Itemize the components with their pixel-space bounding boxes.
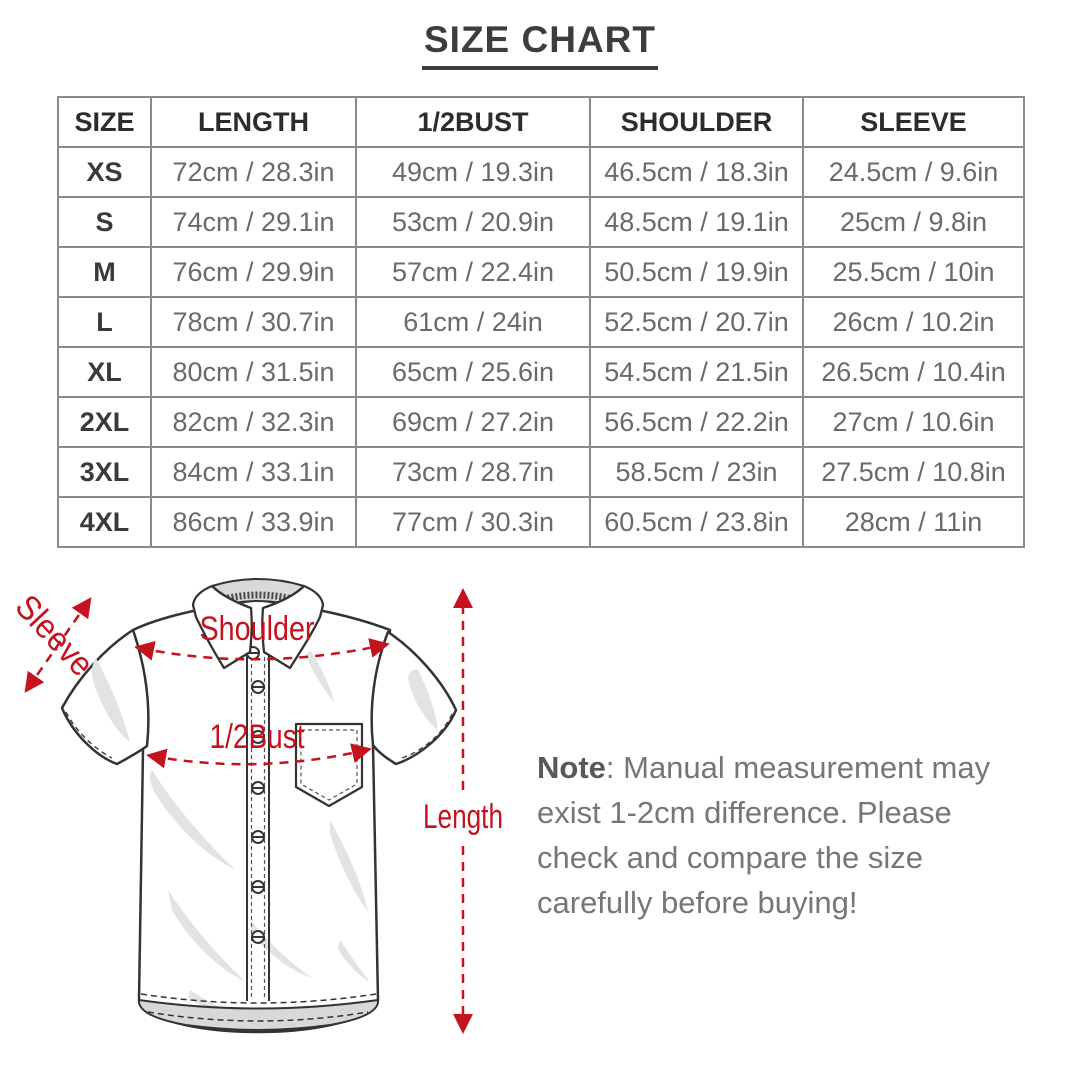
note-text: [537, 745, 1037, 925]
table-row-m: [58, 247, 1024, 297]
chest-pocket: [296, 724, 362, 806]
measurement-cell: 69cm / 27.2in: [356, 397, 590, 447]
size-cell: XL: [58, 347, 151, 397]
note-body: : Manual measurement may exist 1-2cm difference. Please check and compare the size carefully before buying!: [537, 750, 991, 920]
measurement-cell: 74cm / 29.1in: [151, 197, 356, 247]
table-row-xl: [58, 347, 1024, 397]
page-title: SIZE CHART: [422, 20, 658, 70]
size-cell: 3XL: [58, 447, 151, 497]
measurement-cell: 73cm / 28.7in: [356, 447, 590, 497]
measurement-cell: 48.5cm / 19.1in: [590, 197, 803, 247]
measurement-cell: 54.5cm / 21.5in: [590, 347, 803, 397]
column-header-sleeve: SLEEVE: [803, 97, 1024, 147]
size-cell: L: [58, 297, 151, 347]
note-label: Note: [537, 750, 606, 785]
table-row-l: [58, 297, 1024, 347]
column-header-size: SIZE: [58, 97, 151, 147]
measurement-cell: 56.5cm / 22.2in: [590, 397, 803, 447]
measurement-cell: 49cm / 19.3in: [356, 147, 590, 197]
column-header-shoulder: SHOULDER: [590, 97, 803, 147]
table-row-xs: [58, 147, 1024, 197]
column-header-length: LENGTH: [151, 97, 356, 147]
measurement-cell: 50.5cm / 19.9in: [590, 247, 803, 297]
measurement-cell: 25.5cm / 10in: [803, 247, 1024, 297]
size-cell: M: [58, 247, 151, 297]
measurement-cell: 46.5cm / 18.3in: [590, 147, 803, 197]
measurement-cell: 61cm / 24in: [356, 297, 590, 347]
measurement-cell: 60.5cm / 23.8in: [590, 497, 803, 547]
measurement-cell: 72cm / 28.3in: [151, 147, 356, 197]
measurement-cell: 28cm / 11in: [803, 497, 1024, 547]
measurement-cell: 53cm / 20.9in: [356, 197, 590, 247]
shirt-measurement-diagram: [0, 560, 540, 1080]
column-header-1-2bust: 1/2BUST: [356, 97, 590, 147]
size-cell: 4XL: [58, 497, 151, 547]
table-row-3xl: [58, 447, 1024, 497]
measurement-cell: 76cm / 29.9in: [151, 247, 356, 297]
measurement-cell: 84cm / 33.1in: [151, 447, 356, 497]
table-row-4xl: [58, 497, 1024, 547]
title-wrap: [0, 20, 1080, 70]
right-sleeve: [372, 632, 456, 764]
measurement-cell: 27cm / 10.6in: [803, 397, 1024, 447]
bust-label: 1/2Bust: [209, 718, 305, 756]
size-chart-table: [57, 96, 1025, 548]
size-cell: S: [58, 197, 151, 247]
measurement-cell: 52.5cm / 20.7in: [590, 297, 803, 347]
size-cell: XS: [58, 147, 151, 197]
measurement-cell: 58.5cm / 23in: [590, 447, 803, 497]
table-row-s: [58, 197, 1024, 247]
measurement-cell: 25cm / 9.8in: [803, 197, 1024, 247]
measurement-cell: 26cm / 10.2in: [803, 297, 1024, 347]
measurement-cell: 82cm / 32.3in: [151, 397, 356, 447]
measurement-cell: 57cm / 22.4in: [356, 247, 590, 297]
shoulder-label: Shoulder: [199, 610, 315, 648]
measurement-cell: 78cm / 30.7in: [151, 297, 356, 347]
measurement-cell: 77cm / 30.3in: [356, 497, 590, 547]
table-row-2xl: [58, 397, 1024, 447]
measurement-cell: 26.5cm / 10.4in: [803, 347, 1024, 397]
measurement-cell: 65cm / 25.6in: [356, 347, 590, 397]
measurement-cell: 86cm / 33.9in: [151, 497, 356, 547]
length-label: Length: [423, 798, 503, 836]
table-header-row: [58, 97, 1024, 147]
size-cell: 2XL: [58, 397, 151, 447]
measurement-cell: 24.5cm / 9.6in: [803, 147, 1024, 197]
measurement-cell: 80cm / 31.5in: [151, 347, 356, 397]
sleeve-label: Sleeve: [7, 587, 107, 690]
measurement-cell: 27.5cm / 10.8in: [803, 447, 1024, 497]
